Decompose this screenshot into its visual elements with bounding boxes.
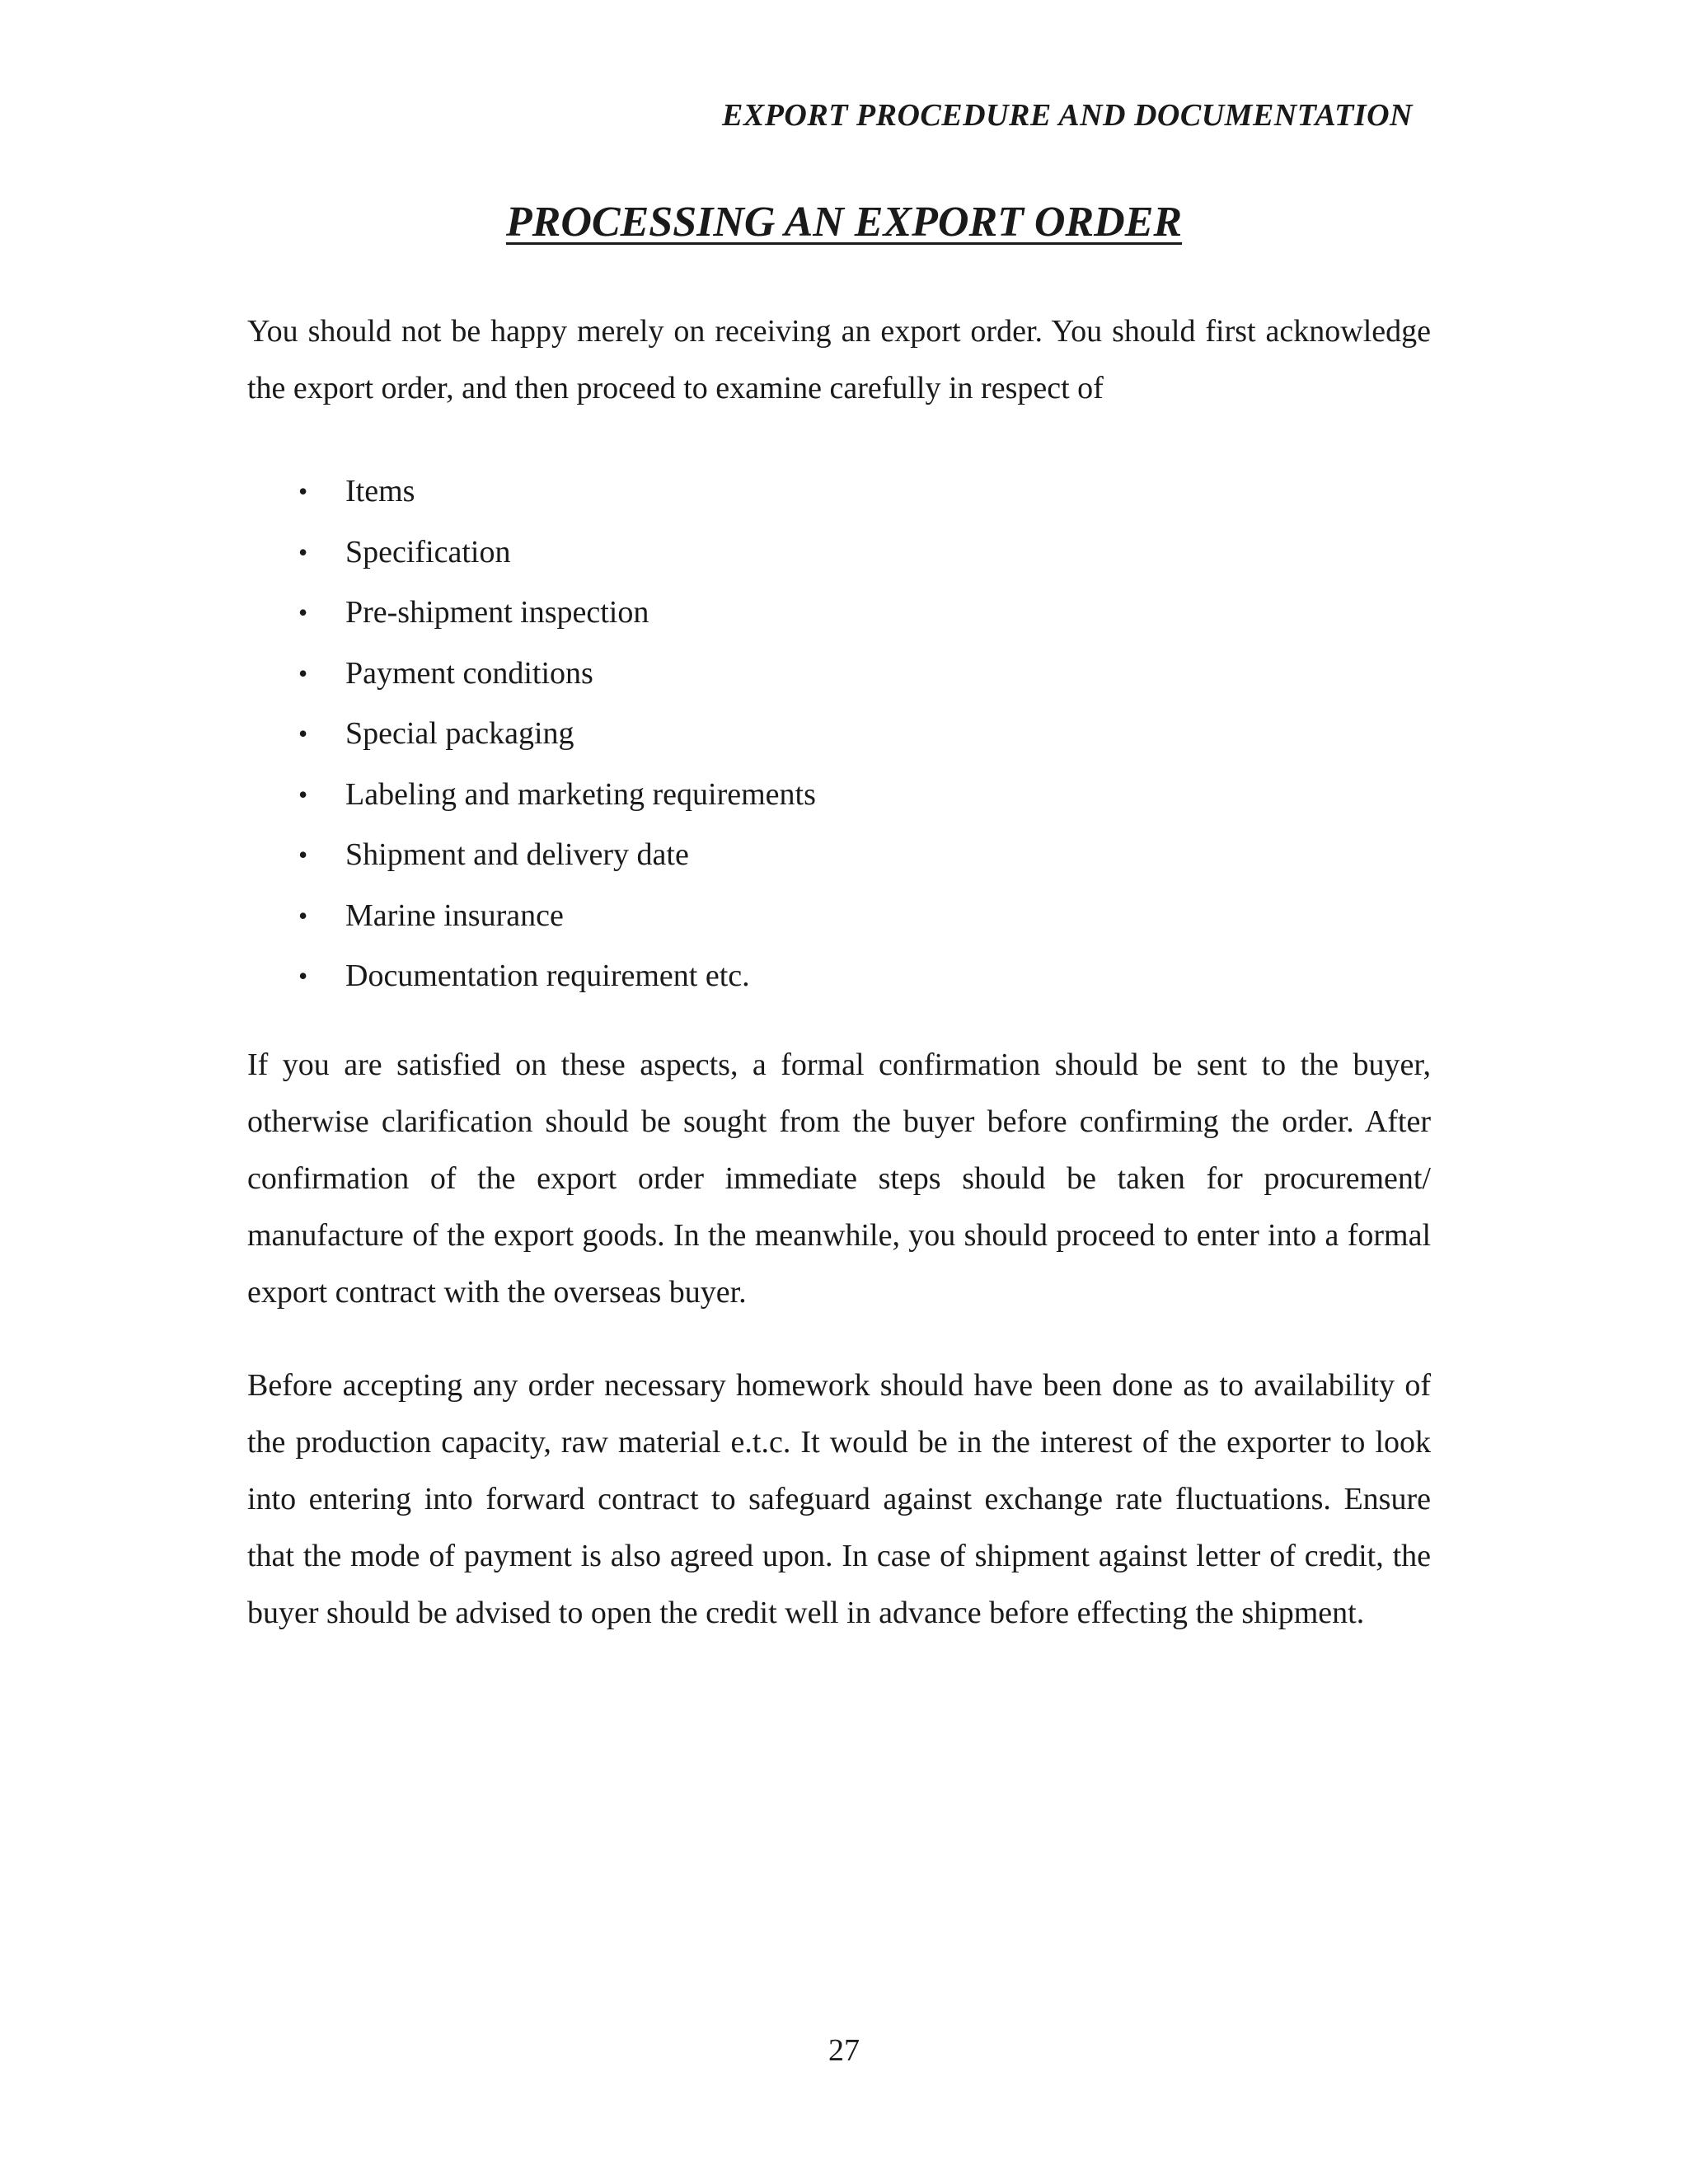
page-title: PROCESSING AN EXPORT ORDER	[505, 199, 1183, 246]
list-item-text: Documentation requirement etc.	[345, 958, 750, 993]
bullet-icon: •	[298, 719, 308, 748]
confirmation-paragraph: If you are satisfied on these aspects, a formal confirmation should be sent to the buyer, otherwise clarification should be sought from the buyer before confirming the order. After confirmation of the export order immediate steps should be taken for procurement/ manufacture of the export goods. In the meanwhile, you should proceed to enter into a formal export contract with the overseas buyer.	[247, 1047, 1431, 1310]
list-item	[247, 946, 816, 1007]
list-item	[247, 523, 816, 583]
examination-checklist	[247, 462, 816, 1007]
list-item	[247, 886, 816, 947]
bullet-icon: •	[298, 476, 308, 506]
homework-paragraph: Before accepting any order necessary homework should have been done as to availability of the production capacity, raw material e.t.c. It would be in the interest of the exporter to look into entering into forward contract to safeguard against exchange rate fluctuations. Ensure that the mode of payment is also agreed upon. In case of shipment against letter of credit, the buyer should be advised to open the credit well in advance before effecting the shipment.	[247, 1368, 1431, 1630]
running-header: EXPORT PROCEDURE AND DOCUMENTATION	[722, 98, 1413, 133]
list-item-text: Specification	[345, 534, 511, 569]
bullet-icon: •	[298, 961, 308, 991]
list-item	[247, 644, 816, 705]
list-item-text: Marine insurance	[345, 898, 564, 933]
list-item-text: Payment conditions	[345, 655, 593, 691]
list-item	[247, 825, 816, 886]
bullet-icon: •	[298, 537, 308, 567]
list-item-text: Special packaging	[345, 716, 574, 751]
list-item-text: Shipment and delivery date	[345, 837, 689, 872]
list-item-text: Items	[345, 474, 415, 509]
list-item-text: Labeling and marketing requirements	[345, 776, 816, 812]
list-item	[247, 462, 816, 523]
list-item-text: Pre-shipment inspection	[345, 595, 649, 630]
bullet-icon: •	[298, 840, 308, 869]
page-number: 27	[828, 2033, 860, 2068]
intro-paragraph: You should not be happy merely on receiving an export order. You should first acknowledge the export order, and then proceed to examine carefully in respect of	[247, 314, 1431, 405]
bullet-icon: •	[298, 900, 308, 930]
list-item	[247, 765, 816, 826]
list-item	[247, 704, 816, 765]
bullet-icon: •	[298, 658, 308, 688]
bullet-icon: •	[298, 598, 308, 627]
bullet-icon: •	[298, 779, 308, 809]
list-item	[247, 583, 816, 644]
